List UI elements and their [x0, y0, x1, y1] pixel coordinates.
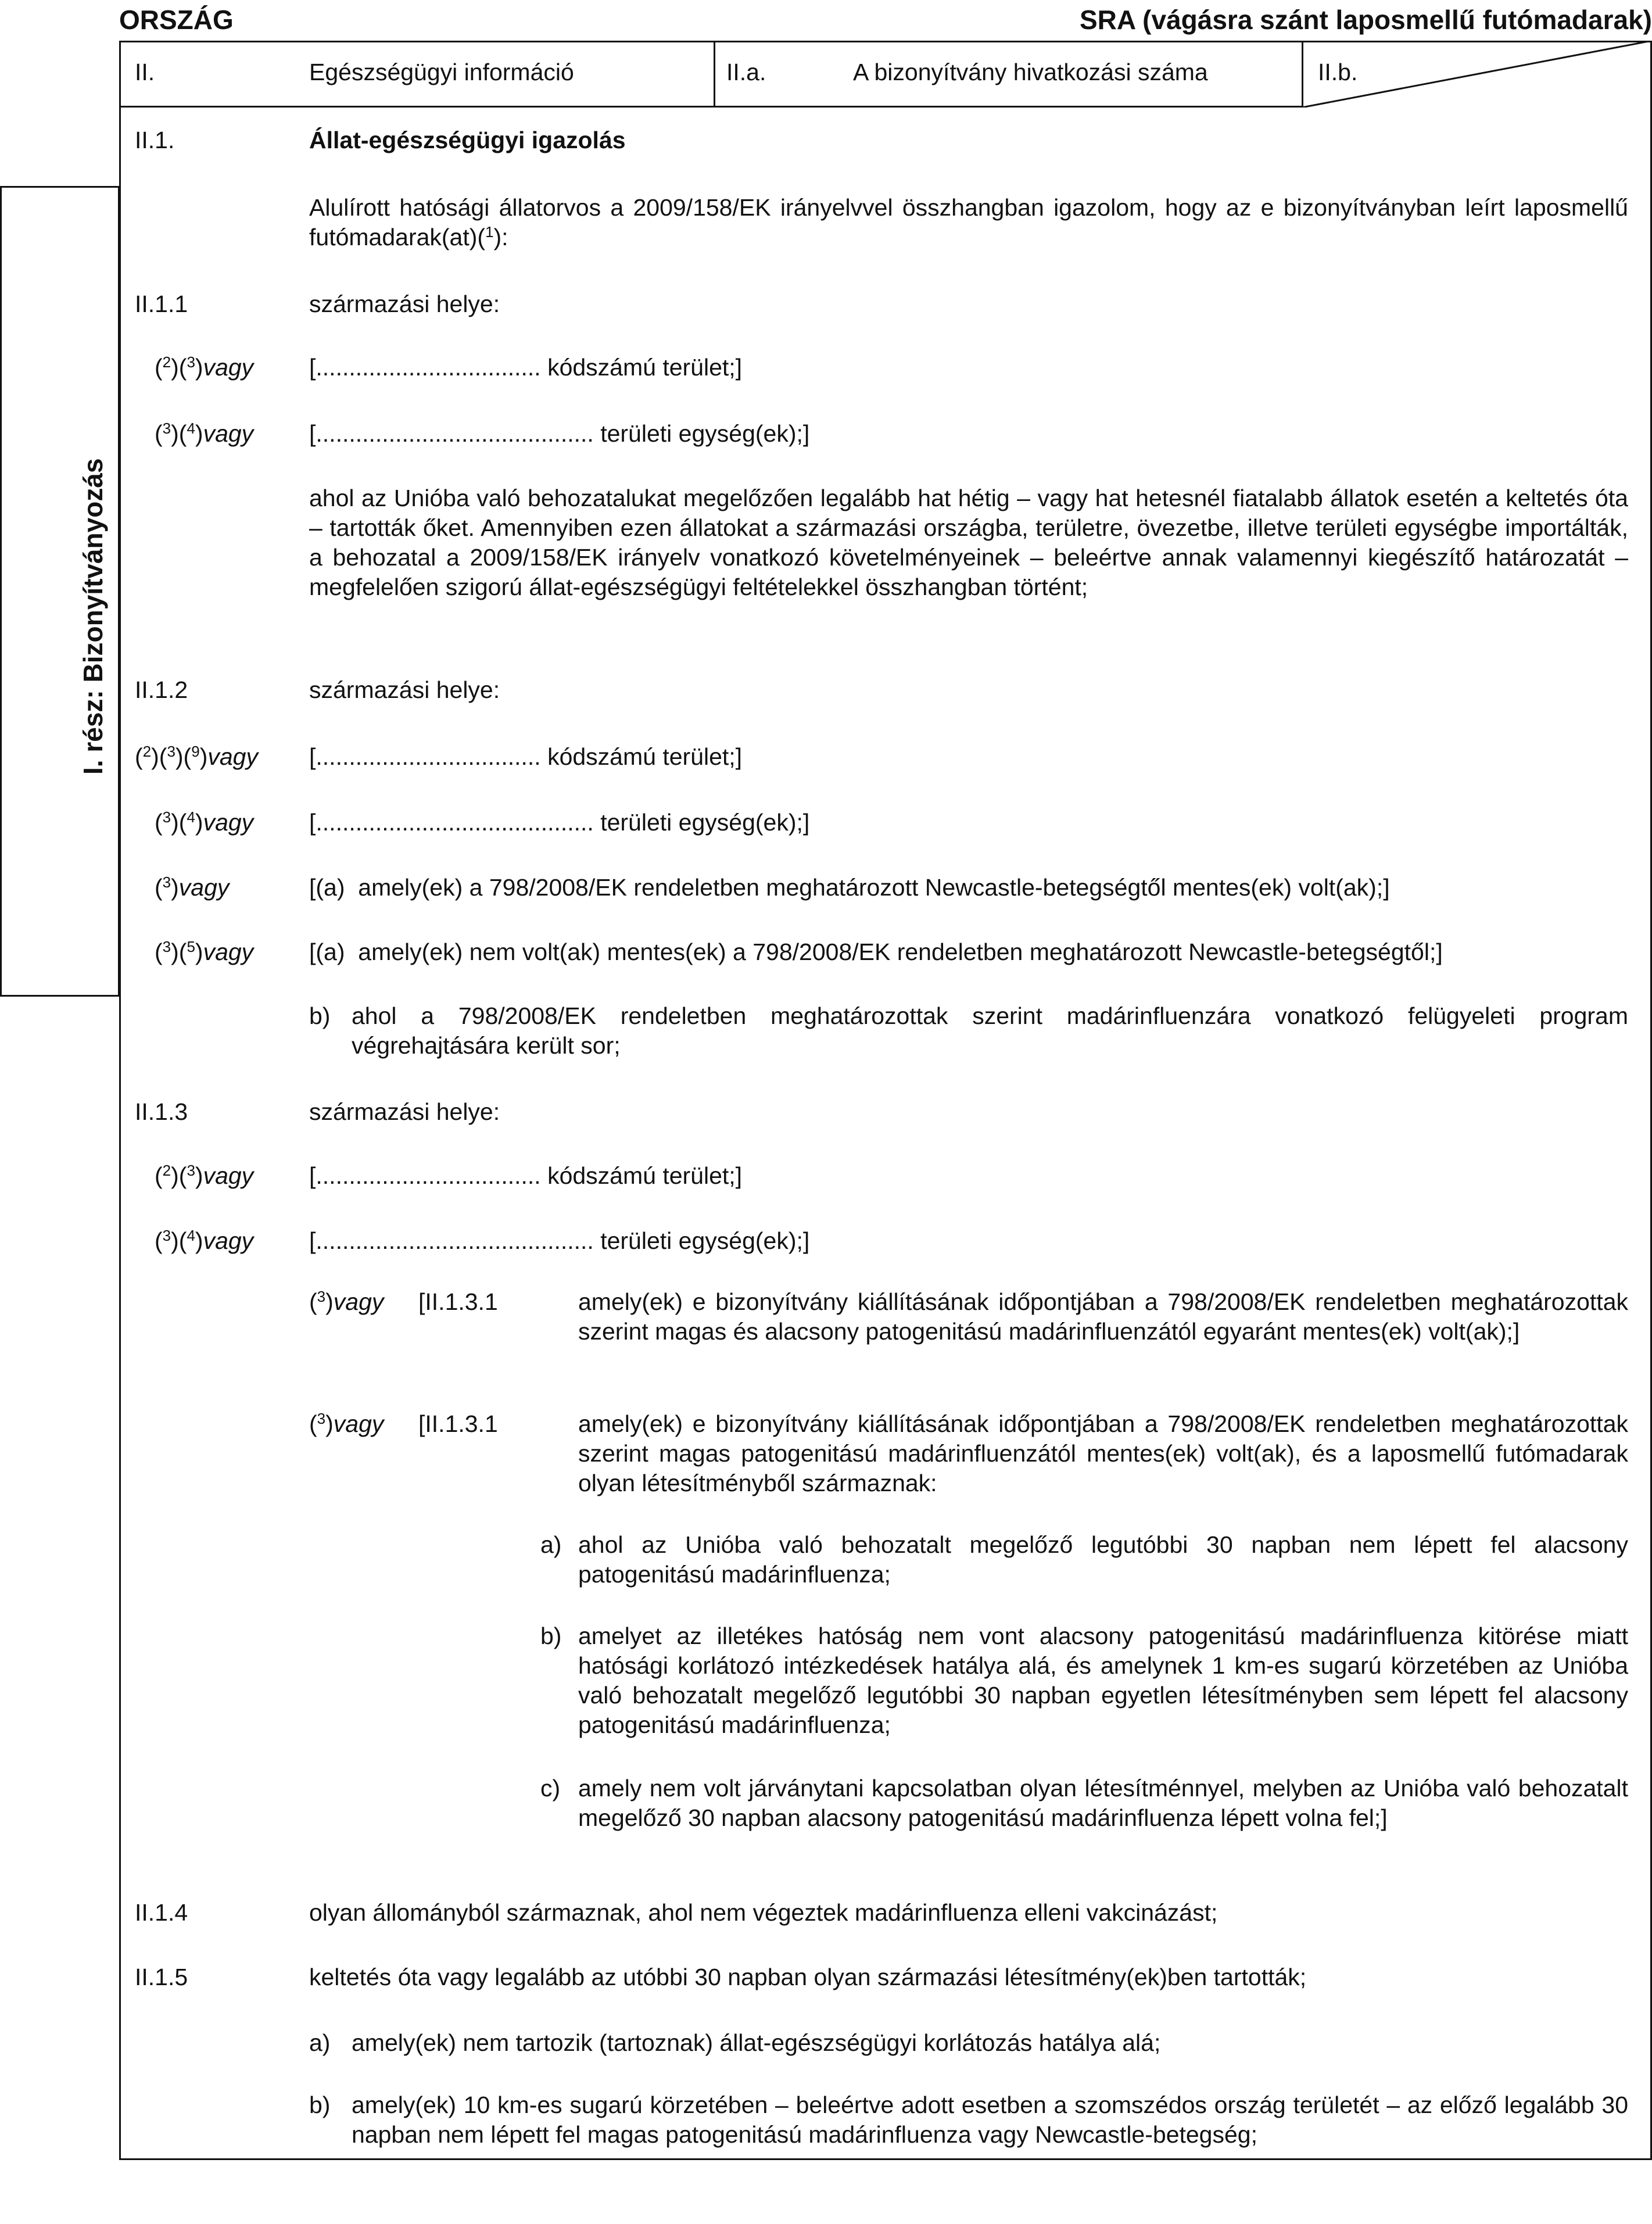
- country-label: ORSZÁG: [119, 5, 234, 35]
- ii12-number: II.1.2: [135, 676, 188, 703]
- ii12-opt2-ref: ($^3$)($^4$)vagy: [155, 808, 254, 836]
- ii12-opt3-ref: ($^3$)vagy: [155, 873, 230, 901]
- header-row-underline: [119, 106, 1302, 108]
- ii131a-number: [II.1.3.1: [418, 1288, 498, 1315]
- ii131b-text: amely(ek) e bizonyítvány kiállításának időpontjában a 798/2008/EK rendeletben meghatározottak szerint magas patogenitású madárinfluenzától mentes(ek) volt(ak), és a laposmellű futómadarak olyan létesítményből származnak:: [578, 1410, 1628, 1496]
- ii131-a-text: ahol az Unióba való behozatalt megelőző legutóbbi 30 napban nem lépett fel alacsony patogenitású madárinfluenza;: [578, 1531, 1628, 1588]
- ii11-number: II.1.1: [135, 291, 188, 317]
- ii12-opt2-text: [.......................................... területi egység(ek);]: [309, 809, 810, 836]
- ii15-text: keltetés óta vagy legalább az utóbbi 30 napban olyan származási létesítmény(ek)ben tartották;: [309, 1964, 1307, 1990]
- certificate-code: SRA (vágásra szánt laposmellű futómadarak): [1079, 5, 1652, 35]
- ii15-a-label: a): [309, 2029, 331, 2056]
- part-label: Egészségügyi információ: [309, 59, 574, 85]
- ii13-opt1-ref: ($^2$)($^3$)vagy: [155, 1162, 254, 1189]
- side-tab: [0, 186, 120, 997]
- bottom-border: [119, 2158, 1652, 2160]
- section-title: Állat-egészségügyi igazolás: [309, 127, 626, 153]
- ii12-b-label: b): [309, 1002, 331, 1029]
- ii12-opt4-text: [(a) amely(ek) nem volt(ak) mentes(ek) a 798/2008/EK rendeletben meghatározott Newcastle-betegségtől;]: [309, 939, 1443, 965]
- divider-iia: [714, 41, 715, 108]
- ii11-opt2-ref: ($^3$)($^4$)vagy: [155, 420, 254, 447]
- intro-paragraph: Alulírott hatósági állatorvos a 2009/158/EK irányelvvel összhangban igazolom, hogy az e bizonyítványban leírt laposmellű futómadarak(at)($^1$):: [309, 194, 1628, 250]
- reference-number-code: II.a.: [726, 59, 766, 85]
- ii131b-ref: ($^3$)vagy: [309, 1410, 384, 1437]
- ii131-b-label: b): [540, 1623, 562, 1649]
- ii131b-number: [II.1.3.1: [418, 1410, 498, 1437]
- ii131a-text: amely(ek) e bizonyítvány kiállításának időpontjában a 798/2008/EK rendeletben meghatározottak szerint magas és alacsony patogenitású madárinfluenzától egyaránt mentes(ek) volt(ak);]: [578, 1288, 1628, 1345]
- ii12-opt4-ref: ($^3$)($^5$)vagy: [155, 938, 254, 965]
- ii11-paragraph: ahol az Unióba való behozatalukat megelőzően legalább hat hétig – vagy hat hetesnél fiatalabb állatok esetén a keltetés óta – tartották őket. Amennyiben ezen állatokat a származási országba, területre, övezetbe, illetve területi egységbe importálták, a behozatal a 2009/158/EK irányelv vonatkozó követelményeinek – beleértve annak valamennyi kiegészítő határozatát – megfelelően szigorú állat-egészségügyi feltételekkel összhangban történt;: [309, 485, 1628, 600]
- ii11-opt2-text: [.......................................... területi egység(ek);]: [309, 420, 810, 447]
- ii15-b-text: amely(ek) 10 km-es sugarú körzetében – beleértve adott esetben a szomszédos ország területét – az előző legalább 30 napban nem lépett fel magas patogenitású madárinfluenza vagy Newcastle-betegség;: [352, 2092, 1628, 2148]
- ii13-opt2-ref: ($^3$)($^4$)vagy: [155, 1227, 254, 1254]
- ii131-c-text: amely nem volt járványtani kapcsolatban olyan létesítménnyel, melyben az Unióba való behozatalt megelőző 30 napban alacsony patogenitású madárinfluenza lépett volna fel;]: [578, 1775, 1628, 1831]
- ii15-a-text: amely(ek) nem tartozik (tartoznak) állat-egészségügyi korlátozás hatálya alá;: [352, 2029, 1161, 2056]
- section-number: II.1.: [135, 127, 175, 153]
- ii12-opt1-text: [.................................. kódszámú terület;]: [309, 743, 743, 770]
- ii12-opt1-ref: ($^2$)($^3$)($^9$)vagy: [135, 743, 258, 770]
- ii13-label: származási helye:: [309, 1098, 500, 1125]
- ii15-number: II.1.5: [135, 1964, 188, 1990]
- ii131-c-label: c): [540, 1775, 561, 1802]
- part-number: II.: [135, 59, 155, 85]
- ii13-number: II.1.3: [135, 1098, 188, 1125]
- ii12-opt3-text: [(a) amely(ek) a 798/2008/EK rendeletben meghatározott Newcastle-betegségtől mentes(ek) volt(ak);]: [309, 874, 1390, 901]
- ii11-label: származási helye:: [309, 291, 500, 317]
- iib-label: II.b.: [1318, 59, 1358, 85]
- ii15-b-label: b): [309, 2092, 331, 2118]
- ii11-opt1-ref: ($^2$)($^3$)vagy: [155, 353, 254, 381]
- ii12-b-text: ahol a 798/2008/EK rendeletben meghatározottak szerint madárinfluenzára vonatkozó felügyeleti program végrehajtására került sor;: [352, 1002, 1628, 1059]
- ii131a-ref: ($^3$)vagy: [309, 1288, 384, 1315]
- ii14-number: II.1.4: [135, 1899, 188, 1926]
- reference-number-label: A bizonyítvány hivatkozási száma: [853, 59, 1208, 85]
- ii12-label: származási helye:: [309, 676, 500, 703]
- side-tab-label: I. rész: Bizonyítványozás: [78, 458, 108, 775]
- ii11-opt1-text: [.................................. kódszámú terület;]: [309, 354, 743, 381]
- ii13-opt2-text: [.......................................... területi egység(ek);]: [309, 1227, 810, 1254]
- ii131-b-text: amelyet az illetékes hatóság nem vont alacsony patogenitású madárinfluenza kitörése miatt hatósági korlátozó intézkedések hatálya alá, és amelynek 1 km-es sugarú körzetében az Unióba való behozatalt megelőző legutóbbi 30 napban egyetlen létesítményben sem lépett fel alacsony patogenitású madárinfluenza;: [578, 1623, 1628, 1738]
- ii14-text: olyan állományból származnak, ahol nem végeztek madárinfluenza elleni vakcinázást;: [309, 1899, 1218, 1926]
- ii131-a-label: a): [540, 1531, 562, 1558]
- ii13-opt1-text: [.................................. kódszámú terület;]: [309, 1162, 743, 1189]
